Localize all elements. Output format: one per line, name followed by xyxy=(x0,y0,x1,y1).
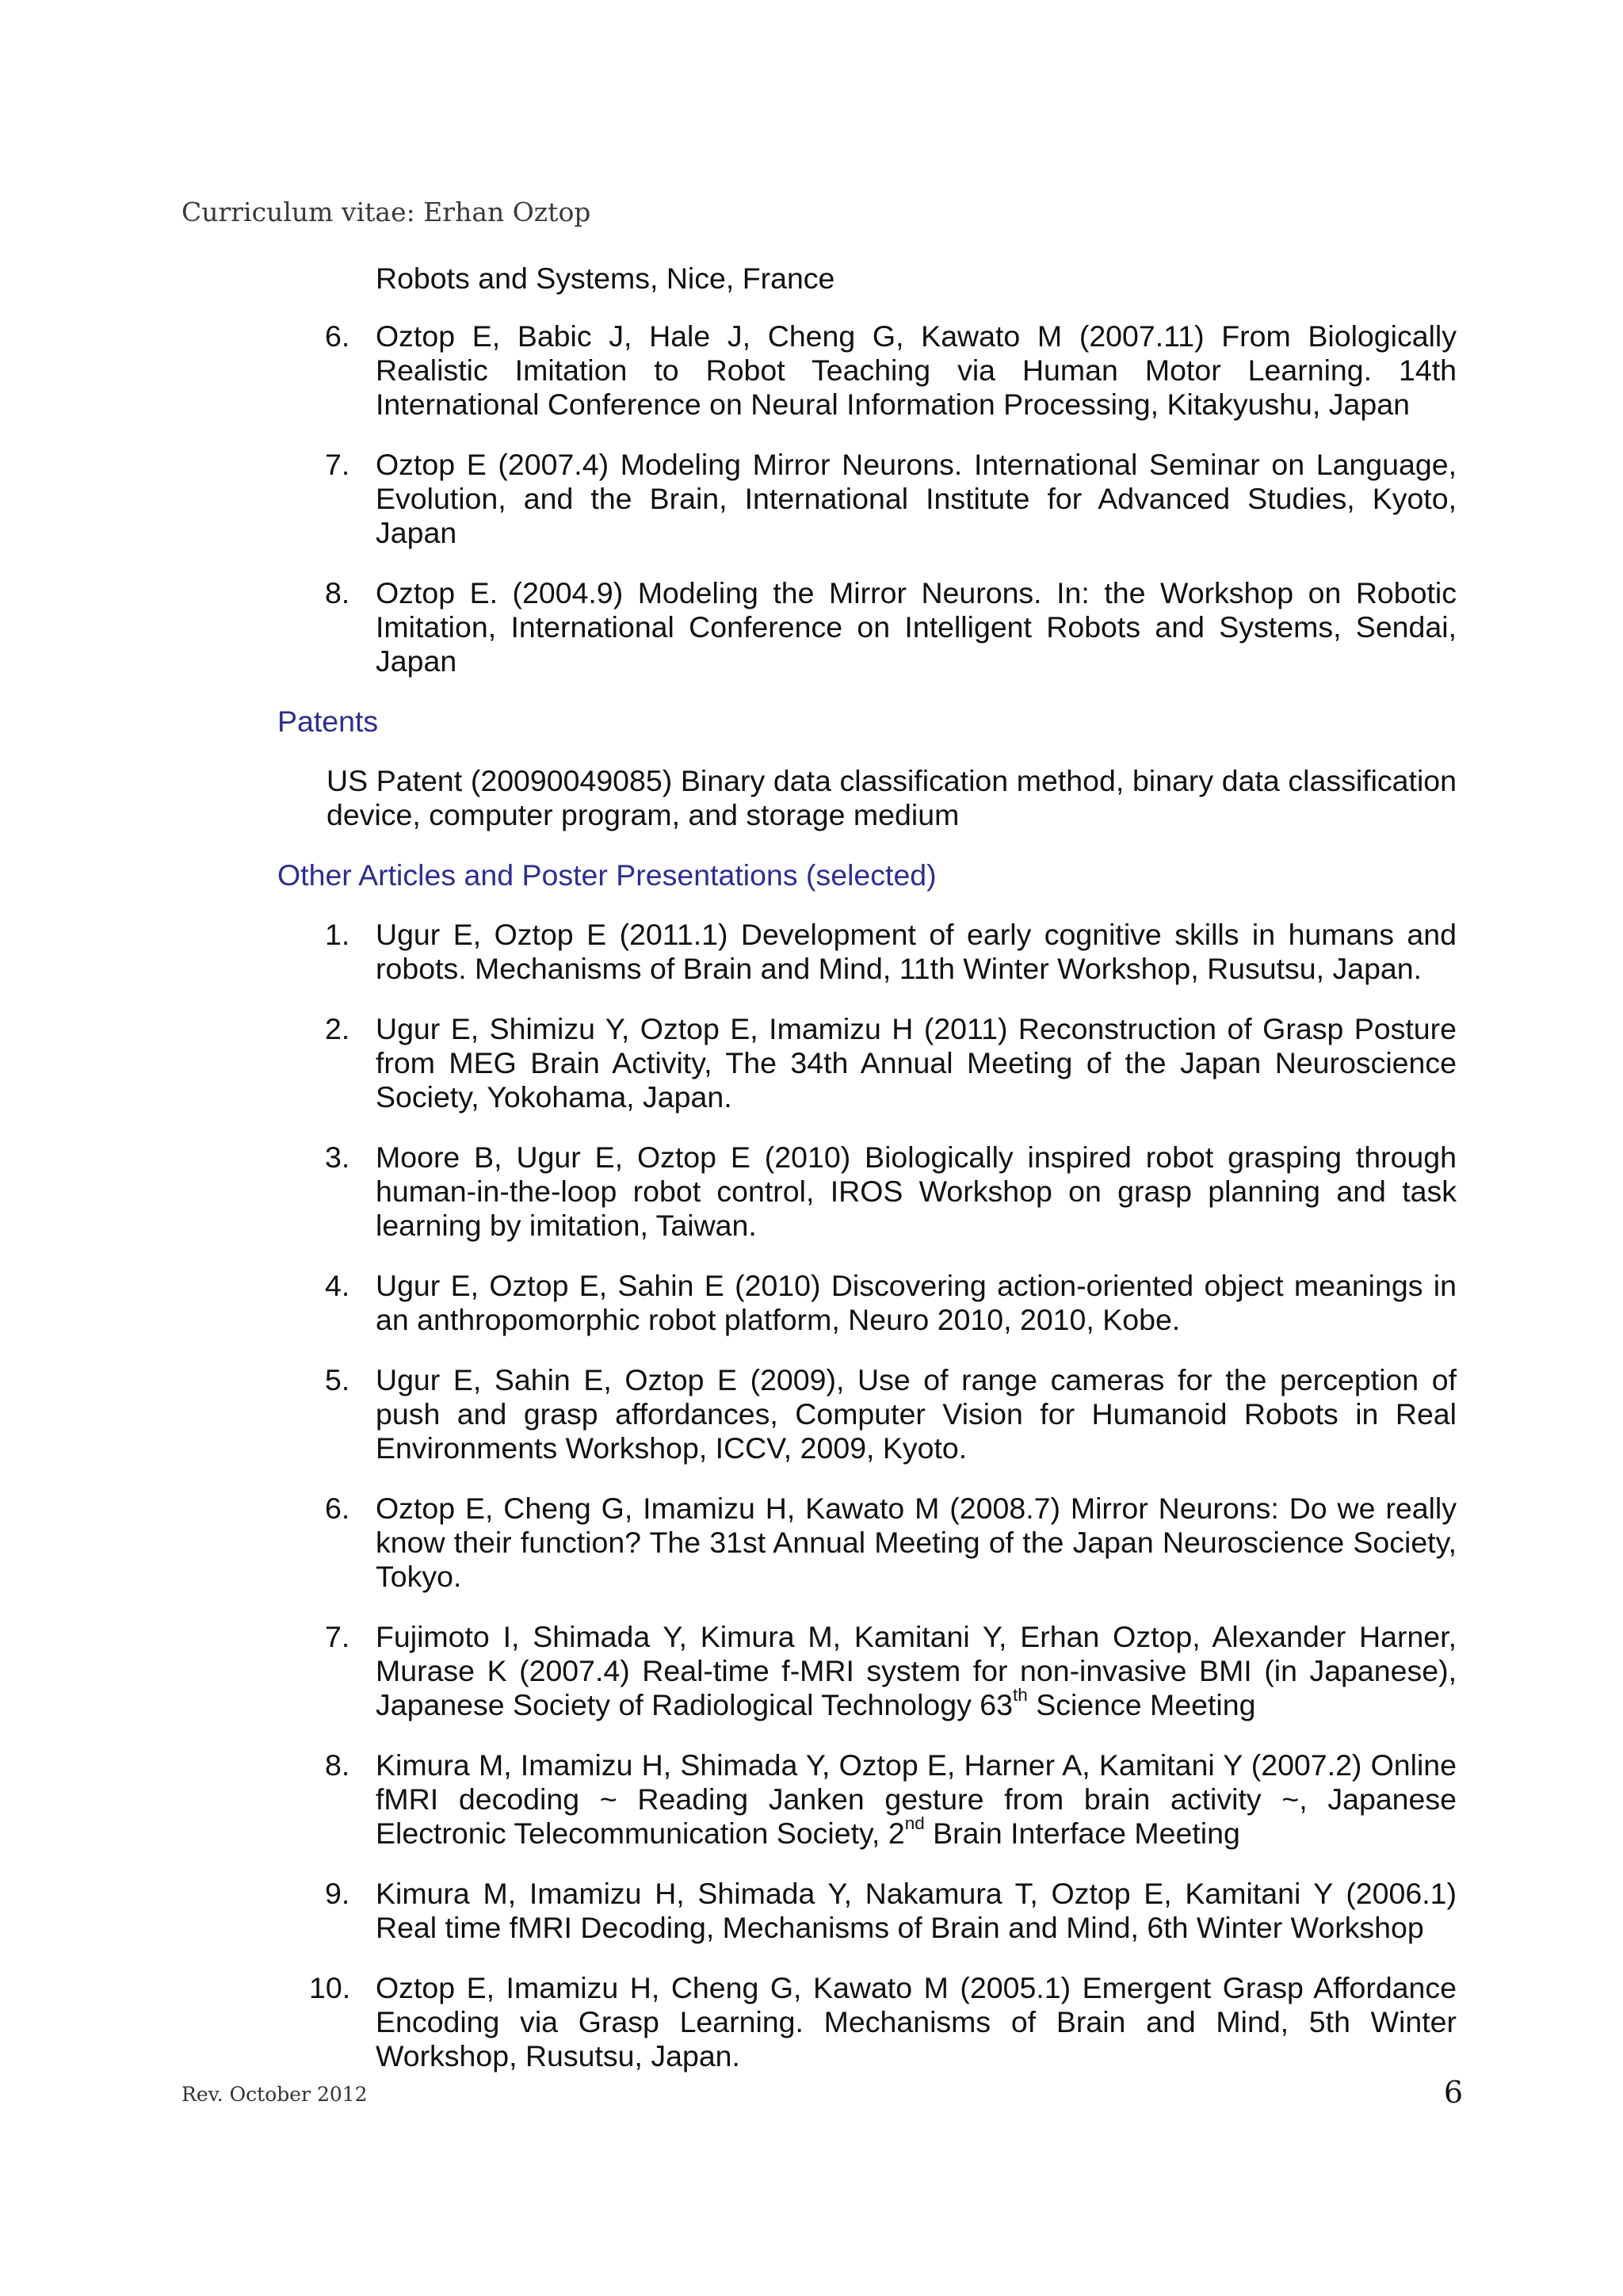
list-item-text: Ugur E, Oztop E (2011.1) Development of early cognitive skills in humans and robots. Mechanisms of Brain and Mind, 11th Winter Workshop, Rusutsu, Japan. xyxy=(376,918,1457,985)
list-item-number: 4. xyxy=(325,1269,350,1302)
list-item xyxy=(277,1492,1457,1594)
text-segment: Fujimoto I, Shimada Y, Kimura M, Kamitani Y, Erhan Oztop, Alexander Harner, Murase K (2007.4) Real-time f-MRI system for non-invasive BMI (in Japanese), Japanese Society of Radiological Technology 63 xyxy=(376,1620,1457,1721)
list-item xyxy=(277,1140,1457,1243)
list-item-text: Moore B, Ugur E, Oztop E (2010) Biologically inspired robot grasping through human-in-the-loop robot control, IROS Workshop on grasp planning and task learning by imitation, Taiwan. xyxy=(376,1140,1457,1242)
running-header: Curriculum vitae: Erhan Oztop xyxy=(181,197,591,227)
list-item xyxy=(277,448,1457,550)
text-segment: Kimura M, Imamizu H, Shimada Y, Oztop E, Harner A, Kamitani Y (2007.2) Online fMRI decoding ~ Reading Janken gesture from brain activity ~, Japanese Electronic Telecommunication Society, 2 xyxy=(376,1748,1457,1850)
list-item xyxy=(277,1269,1457,1337)
list-item-text: Oztop E, Cheng G, Imamizu H, Kawato M (2008.7) Mirror Neurons: Do we really know their function? The 31st Annual Meeting of the Japan Neuroscience Society, Tokyo. xyxy=(376,1492,1457,1593)
list-item-number: 8. xyxy=(325,576,350,609)
list-item-text: Oztop E, Babic J, Hale J, Cheng G, Kawato M (2007.11) From Biologically Realistic Imitation to Robot Teaching via Human Motor Learning. 14th International Conference on Neural Information Processing, Kitakyushu, Japan xyxy=(376,319,1457,421)
list-item xyxy=(277,1363,1457,1465)
page-content xyxy=(277,262,1457,2099)
text-segment: Brain Interface Meeting xyxy=(924,1817,1240,1850)
list-item xyxy=(277,1748,1457,1851)
list-item-text xyxy=(376,1748,1457,1850)
list-item-number: 7. xyxy=(325,448,350,481)
revision-note: Rev. October 2012 xyxy=(181,2083,368,2106)
page-number: 6 xyxy=(1443,2075,1463,2110)
list-item xyxy=(277,1971,1457,2073)
patent-entry: US Patent (20090049085) Binary data classification method, binary data classification device, computer program, and storage medium xyxy=(327,764,1457,831)
list-item-number: 1. xyxy=(325,918,350,951)
text-segment: Science Meeting xyxy=(1027,1688,1256,1721)
talks-list xyxy=(277,319,1457,678)
list-item-text: Ugur E, Sahin E, Oztop E (2009), Use of range cameras for the perception of push and grasp affordances, Computer Vision for Humanoid Robots in Real Environments Workshop, ICCV, 2009, Kyoto. xyxy=(376,1363,1457,1465)
list-item-number: 5. xyxy=(325,1363,350,1396)
list-item-number: 3. xyxy=(325,1140,350,1174)
continuation-line: Robots and Systems, Nice, France xyxy=(376,262,835,295)
list-item-number: 7. xyxy=(325,1620,350,1653)
list-item-number: 2. xyxy=(325,1012,350,1045)
list-item-text: Kimura M, Imamizu H, Shimada Y, Nakamura T, Oztop E, Kamitani Y (2006.1) Real time fMRI Decoding, Mechanisms of Brain and Mind, 6th Winter Workshop xyxy=(376,1877,1457,1944)
list-item-text: Oztop E (2007.4) Modeling Mirror Neurons. International Seminar on Language, Evolution, and the Brain, International Institute for Advanced Studies, Kyoto, Japan xyxy=(376,448,1457,549)
list-item xyxy=(277,576,1457,678)
list-item xyxy=(277,1620,1457,1722)
section-title-patents: Patents xyxy=(277,705,379,738)
list-item-number: 10. xyxy=(309,1971,351,2004)
list-item-text: Ugur E, Shimizu Y, Oztop E, Imamizu H (2011) Reconstruction of Grasp Posture from MEG Brain Activity, The 34th Annual Meeting of the Japan Neuroscience Society, Yokohama, Japan. xyxy=(376,1012,1457,1114)
list-item xyxy=(277,319,1457,422)
list-item xyxy=(277,918,1457,986)
list-item-text xyxy=(376,1620,1457,1721)
list-item-number: 6. xyxy=(325,319,350,353)
list-item-number: 8. xyxy=(325,1748,350,1782)
list-item-number: 6. xyxy=(325,1492,350,1525)
list-item xyxy=(277,1877,1457,1945)
ordinal-suffix: nd xyxy=(904,1813,925,1833)
other-articles-list xyxy=(277,918,1457,2073)
list-item-text: Oztop E. (2004.9) Modeling the Mirror Neurons. In: the Workshop on Robotic Imitation, International Conference on Intelligent Robots and Systems, Sendai, Japan xyxy=(376,576,1457,678)
list-item xyxy=(277,1012,1457,1114)
section-title-other-articles: Other Articles and Poster Presentations (selected) xyxy=(277,858,937,892)
list-item-text: Ugur E, Oztop E, Sahin E (2010) Discovering action-oriented object meanings in an anthropomorphic robot platform, Neuro 2010, 2010, Kobe. xyxy=(376,1269,1457,1336)
ordinal-suffix: th xyxy=(1013,1685,1028,1705)
list-item-text: Oztop E, Imamizu H, Cheng G, Kawato M (2005.1) Emergent Grasp Affordance Encoding via Grasp Learning. Mechanisms of Brain and Mind, 5th Winter Workshop, Rusutsu, Japan. xyxy=(376,1971,1457,2073)
list-item-number: 9. xyxy=(325,1877,350,1910)
